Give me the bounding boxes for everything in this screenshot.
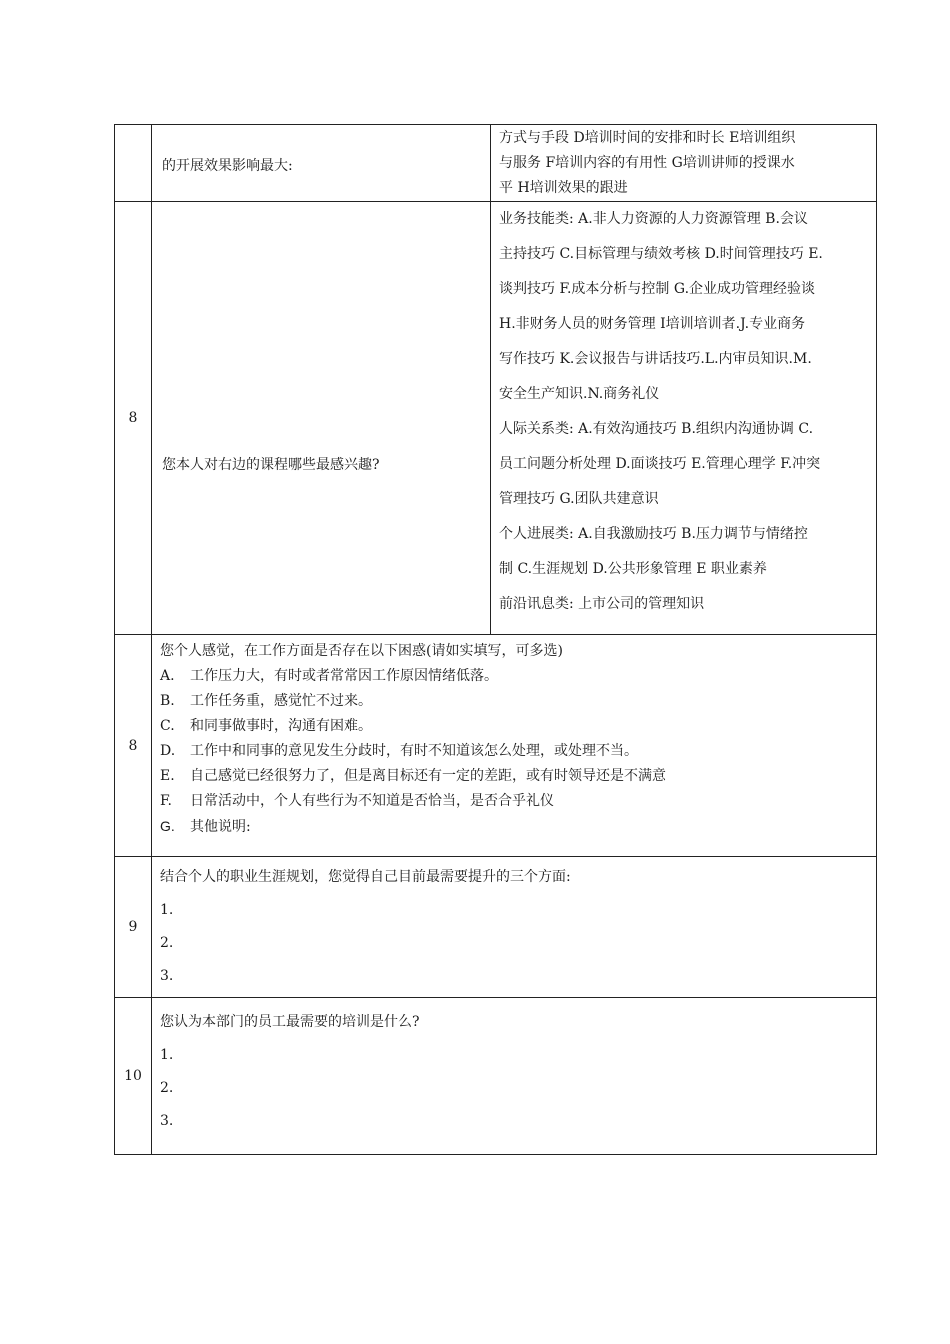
survey-table <box>114 124 877 1155</box>
option-letter: B. <box>160 693 175 709</box>
option-text: 自己感觉已经很努力了，但是离目标还有一定的差距，或有时领导还是不满意 <box>190 768 666 784</box>
option-text: 工作中和同事的意见发生分歧时，有时不知道该怎么处理，或处理不当。 <box>190 743 638 759</box>
option-line <box>160 789 868 814</box>
option-line <box>160 764 868 789</box>
question-text: 您本人对右边的课程哪些最感兴趣? <box>162 457 380 473</box>
question-text: 结合个人的职业生涯规划，您觉得自己目前最需要提升的三个方面: <box>160 869 571 885</box>
option-letter: A. <box>160 668 175 684</box>
option-line: 平 H培训效果的跟进 <box>499 180 628 196</box>
row-number: 8 <box>115 202 152 635</box>
table-row <box>115 202 877 635</box>
course-line: 主持技巧 C.目标管理与绩效考核 D.时间管理技巧 E. <box>499 246 823 262</box>
table-row <box>115 998 877 1155</box>
question-cell <box>152 202 491 635</box>
options-cell <box>491 125 877 202</box>
answer-blank[interactable]: 2. <box>160 935 174 951</box>
option-letter: D. <box>160 743 176 759</box>
option-text: 和同事做事时，沟通有困难。 <box>190 718 372 734</box>
course-line: 管理技巧 G.团队共建意识 <box>499 491 659 507</box>
table-row <box>115 125 877 202</box>
option-text: 工作任务重，感觉忙不过来。 <box>190 693 372 709</box>
table-row <box>115 635 877 857</box>
option-line: 方式与手段 D培训时间的安排和时长 E培训组织 <box>499 130 796 146</box>
row-number: 8 <box>115 635 152 857</box>
course-category-line: 前沿讯息类: 上市公司的管理知识 <box>499 596 705 612</box>
course-line: 安全生产知识.N.商务礼仪 <box>499 386 660 402</box>
course-options-cell <box>491 202 877 635</box>
question-text: 您个人感觉，在工作方面是否存在以下困惑(请如实填写，可多选) <box>160 643 563 659</box>
course-category-line: 业务技能类: A.非人力资源的人力资源管理 B.会议 <box>499 211 808 227</box>
answer-blank[interactable]: 1. <box>160 1047 174 1063</box>
option-text: 工作压力大，有时或者常常因工作原因情绪低落。 <box>190 668 498 684</box>
option-letter: C. <box>160 718 175 734</box>
course-category-line: 人际关系类: A.有效沟通技巧 B.组织内沟通协调 C. <box>499 421 814 437</box>
course-line: H.非财务人员的财务管理 I培训培训者.J.专业商务 <box>499 316 806 332</box>
option-letter: F. <box>160 793 172 809</box>
course-line: 制 C.生涯规划 D.公共形象管理 E 职业素养 <box>499 561 767 577</box>
option-letter: G. <box>160 818 175 834</box>
row-number <box>115 125 152 202</box>
option-line <box>160 664 868 689</box>
course-line: 员工问题分析处理 D.面谈技巧 E.管理心理学 F.冲突 <box>499 456 821 472</box>
question-cell <box>152 857 877 998</box>
answer-blank[interactable]: 3. <box>160 968 174 984</box>
question-cell <box>152 125 491 202</box>
option-line <box>160 689 868 714</box>
answer-blank[interactable]: 2. <box>160 1080 174 1096</box>
question-cell <box>152 998 877 1155</box>
course-category-line: 个人进展类: A.自我激励技巧 B.压力调节与情绪控 <box>499 526 808 542</box>
option-line <box>160 814 868 840</box>
option-line <box>160 714 868 739</box>
option-text: 其他说明: <box>190 819 251 835</box>
question-cell <box>152 635 877 857</box>
course-line: 谈判技巧 F.成本分析与控制 G.企业成功管理经验谈 <box>499 281 816 297</box>
row-number: 9 <box>115 857 152 998</box>
answer-blank[interactable]: 1. <box>160 902 174 918</box>
option-line: 与服务 F培训内容的有用性 G培训讲师的授课水 <box>499 155 795 171</box>
course-line: 写作技巧 K.会议报告与讲话技巧.L.内审员知识.M. <box>499 351 812 367</box>
question-text: 的开展效果影响最大: <box>162 158 293 174</box>
option-letter: E. <box>160 768 175 784</box>
question-text: 您认为本部门的员工最需要的培训是什么? <box>160 1014 420 1030</box>
option-text: 日常活动中，个人有些行为不知道是否恰当，是否合乎礼仪 <box>190 793 554 809</box>
row-number: 10 <box>115 998 152 1155</box>
option-line <box>160 739 868 764</box>
table-row <box>115 857 877 998</box>
answer-blank[interactable]: 3. <box>160 1113 174 1129</box>
